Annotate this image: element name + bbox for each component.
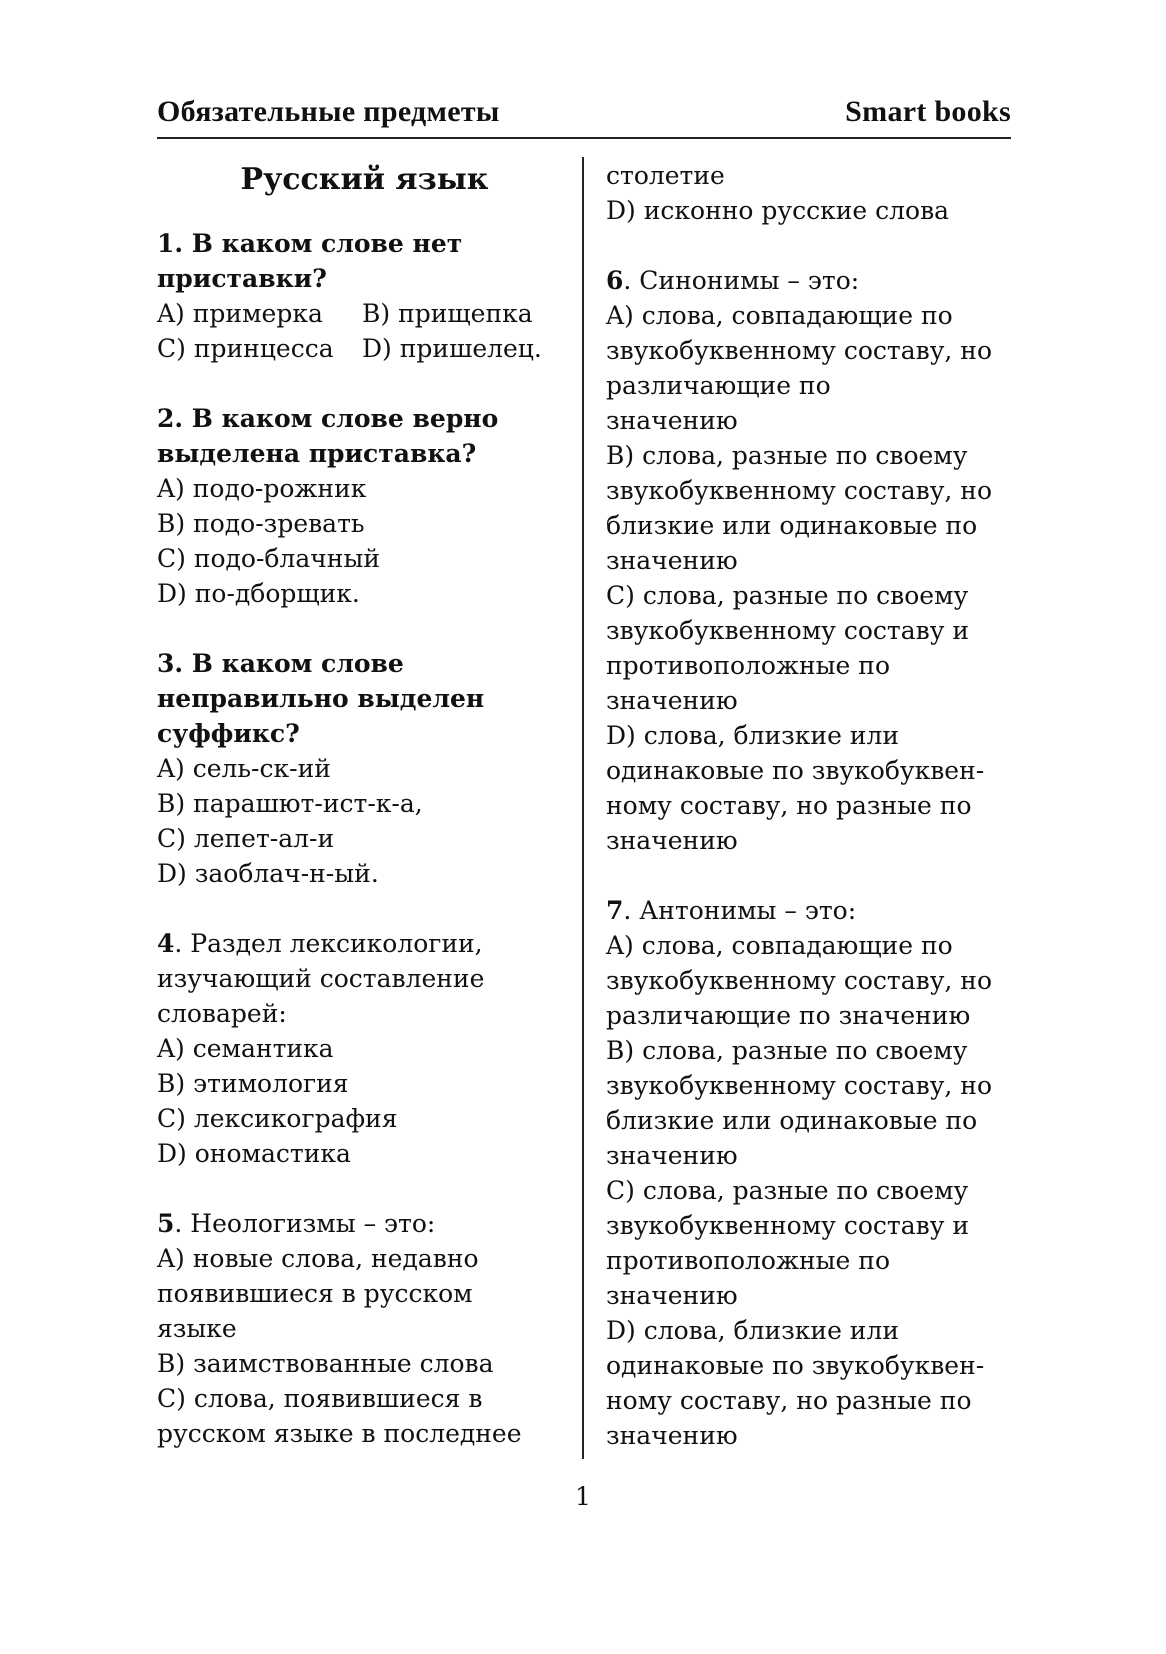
- answer-option: различающие по значению: [606, 1001, 971, 1030]
- answer-option: звукобуквенному составу, но: [606, 1071, 993, 1100]
- answer-option: C) лепет-ал-и: [157, 824, 335, 853]
- answer-option: B) слова, разные по своему: [606, 1036, 968, 1065]
- answer-option: A) подо-рожник: [157, 474, 367, 503]
- answer-option: столетие: [606, 161, 725, 190]
- subject-title: Русский язык: [240, 162, 489, 197]
- page-header: [157, 95, 1011, 139]
- answer-option: D) слова, близкие или: [606, 721, 900, 750]
- answer-option: D) заоблач-н-ый.: [157, 859, 379, 888]
- answer-option: звукобуквенному составу и: [606, 616, 970, 645]
- answer-option: звукобуквенному составу, но: [606, 966, 993, 995]
- answer-option: B) подо-зревать: [157, 509, 365, 538]
- question-2-text: 2. В каком слове верно: [157, 404, 499, 433]
- question-3-text: 3. В каком слове: [157, 649, 404, 678]
- answer-option: языке: [157, 1314, 237, 1343]
- page-number: 1: [575, 1482, 591, 1511]
- answer-option: ному составу, но разные по: [606, 1386, 972, 1415]
- answer-option: звукобуквенному составу, но: [606, 336, 993, 365]
- answer-option: значению: [606, 1141, 738, 1170]
- answer-option: значению: [606, 1421, 738, 1450]
- question-1-text: приставки?: [157, 264, 327, 293]
- answer-option: B) заимствованные слова: [157, 1349, 494, 1378]
- question-7-text-line: . Антонимы – это:: [623, 896, 857, 925]
- answer-row: [157, 331, 572, 366]
- question-4-text: [157, 926, 572, 961]
- answer-option: значению: [606, 686, 738, 715]
- answer-option: A) сель-ск-ий: [157, 754, 331, 783]
- answer-option: C) подо-блачный: [157, 544, 381, 573]
- answer-option: противоположные по: [606, 651, 890, 680]
- answer-option: A) слова, совпадающие по: [606, 931, 953, 960]
- left-column: [157, 158, 572, 1451]
- answer-option: B) этимология: [157, 1069, 349, 1098]
- question-5-text-line: . Неологизмы – это:: [174, 1209, 436, 1238]
- answer-option: звукобуквенному составу, но: [606, 476, 993, 505]
- question-number: 7: [606, 896, 624, 925]
- answer-option: C) слова, разные по своему: [606, 581, 969, 610]
- answer-option: D) ономастика: [157, 1139, 351, 1168]
- answer-option: близкие или одинаковые по: [606, 511, 978, 540]
- question-4-text-line: словарей:: [157, 999, 287, 1028]
- answer-option: C) слова, появившиеся в: [157, 1384, 483, 1413]
- header-section-title: Обязательные предметы: [157, 95, 500, 128]
- answer-option: B) слова, разные по своему: [606, 441, 968, 470]
- question-7: [606, 893, 1026, 1453]
- question-1-text: 1. В каком слове нет: [157, 229, 463, 258]
- answer-option: появившиеся в русском: [157, 1279, 473, 1308]
- answer-option: A) примерка: [157, 299, 323, 328]
- answer-option: русском языке в последнее: [157, 1419, 522, 1448]
- answer-option: D) по-дборщик.: [157, 579, 360, 608]
- question-6: [606, 263, 1026, 858]
- answer-option: значению: [606, 406, 738, 435]
- question-4-text-line: . Раздел лексикологии,: [174, 929, 483, 958]
- header-publisher: Smart books: [845, 95, 1011, 128]
- question-5-text: [157, 1206, 572, 1241]
- answer-row: [157, 296, 572, 331]
- answer-option: близкие или одинаковые по: [606, 1106, 978, 1135]
- question-4: [157, 926, 572, 1171]
- question-4-text-line: изучающий составление: [157, 964, 485, 993]
- question-6-text: [606, 263, 1026, 298]
- question-3-text: неправильно выделен: [157, 684, 485, 713]
- question-number: 4: [157, 929, 175, 958]
- question-1: [157, 226, 572, 366]
- answer-option: одинаковые по звукобуквен-: [606, 756, 985, 785]
- column-divider: [582, 157, 584, 1459]
- question-number: 5: [157, 1209, 175, 1238]
- question-3-text: суффикс?: [157, 719, 300, 748]
- answer-option: D) слова, близкие или: [606, 1316, 900, 1345]
- answer-option: одинаковые по звукобуквен-: [606, 1351, 985, 1380]
- question-number: 6: [606, 266, 624, 295]
- answer-option: C) слова, разные по своему: [606, 1176, 969, 1205]
- question-7-text: [606, 893, 1026, 928]
- answer-option: значению: [606, 826, 738, 855]
- answer-option: B) парашют-ист-к-а,: [157, 789, 423, 818]
- answer-option: ному составу, но разные по: [606, 791, 972, 820]
- question-3: [157, 646, 572, 891]
- question-6-text-line: . Синонимы – это:: [623, 266, 860, 295]
- answer-option: A) слова, совпадающие по: [606, 301, 953, 330]
- answer-option: C) принцесса: [157, 334, 334, 363]
- answer-option: D) исконно русские слова: [606, 196, 950, 225]
- answer-option: значению: [606, 546, 738, 575]
- answer-option: A) новые слова, недавно: [157, 1244, 479, 1273]
- answer-option: D) пришелец.: [362, 334, 542, 363]
- answer-option: различающие по: [606, 371, 831, 400]
- answer-option: B) прищепка: [362, 299, 533, 328]
- question-5: [157, 1206, 572, 1451]
- answer-option: противоположные по: [606, 1246, 890, 1275]
- right-column: [606, 158, 1026, 1453]
- answer-option: A) семантика: [157, 1034, 334, 1063]
- answer-option: значению: [606, 1281, 738, 1310]
- answer-option: C) лексикография: [157, 1104, 398, 1133]
- question-2: [157, 401, 572, 611]
- question-5-continued: [606, 158, 1026, 228]
- answer-option: звукобуквенному составу и: [606, 1211, 970, 1240]
- question-2-text: выделена приставка?: [157, 439, 477, 468]
